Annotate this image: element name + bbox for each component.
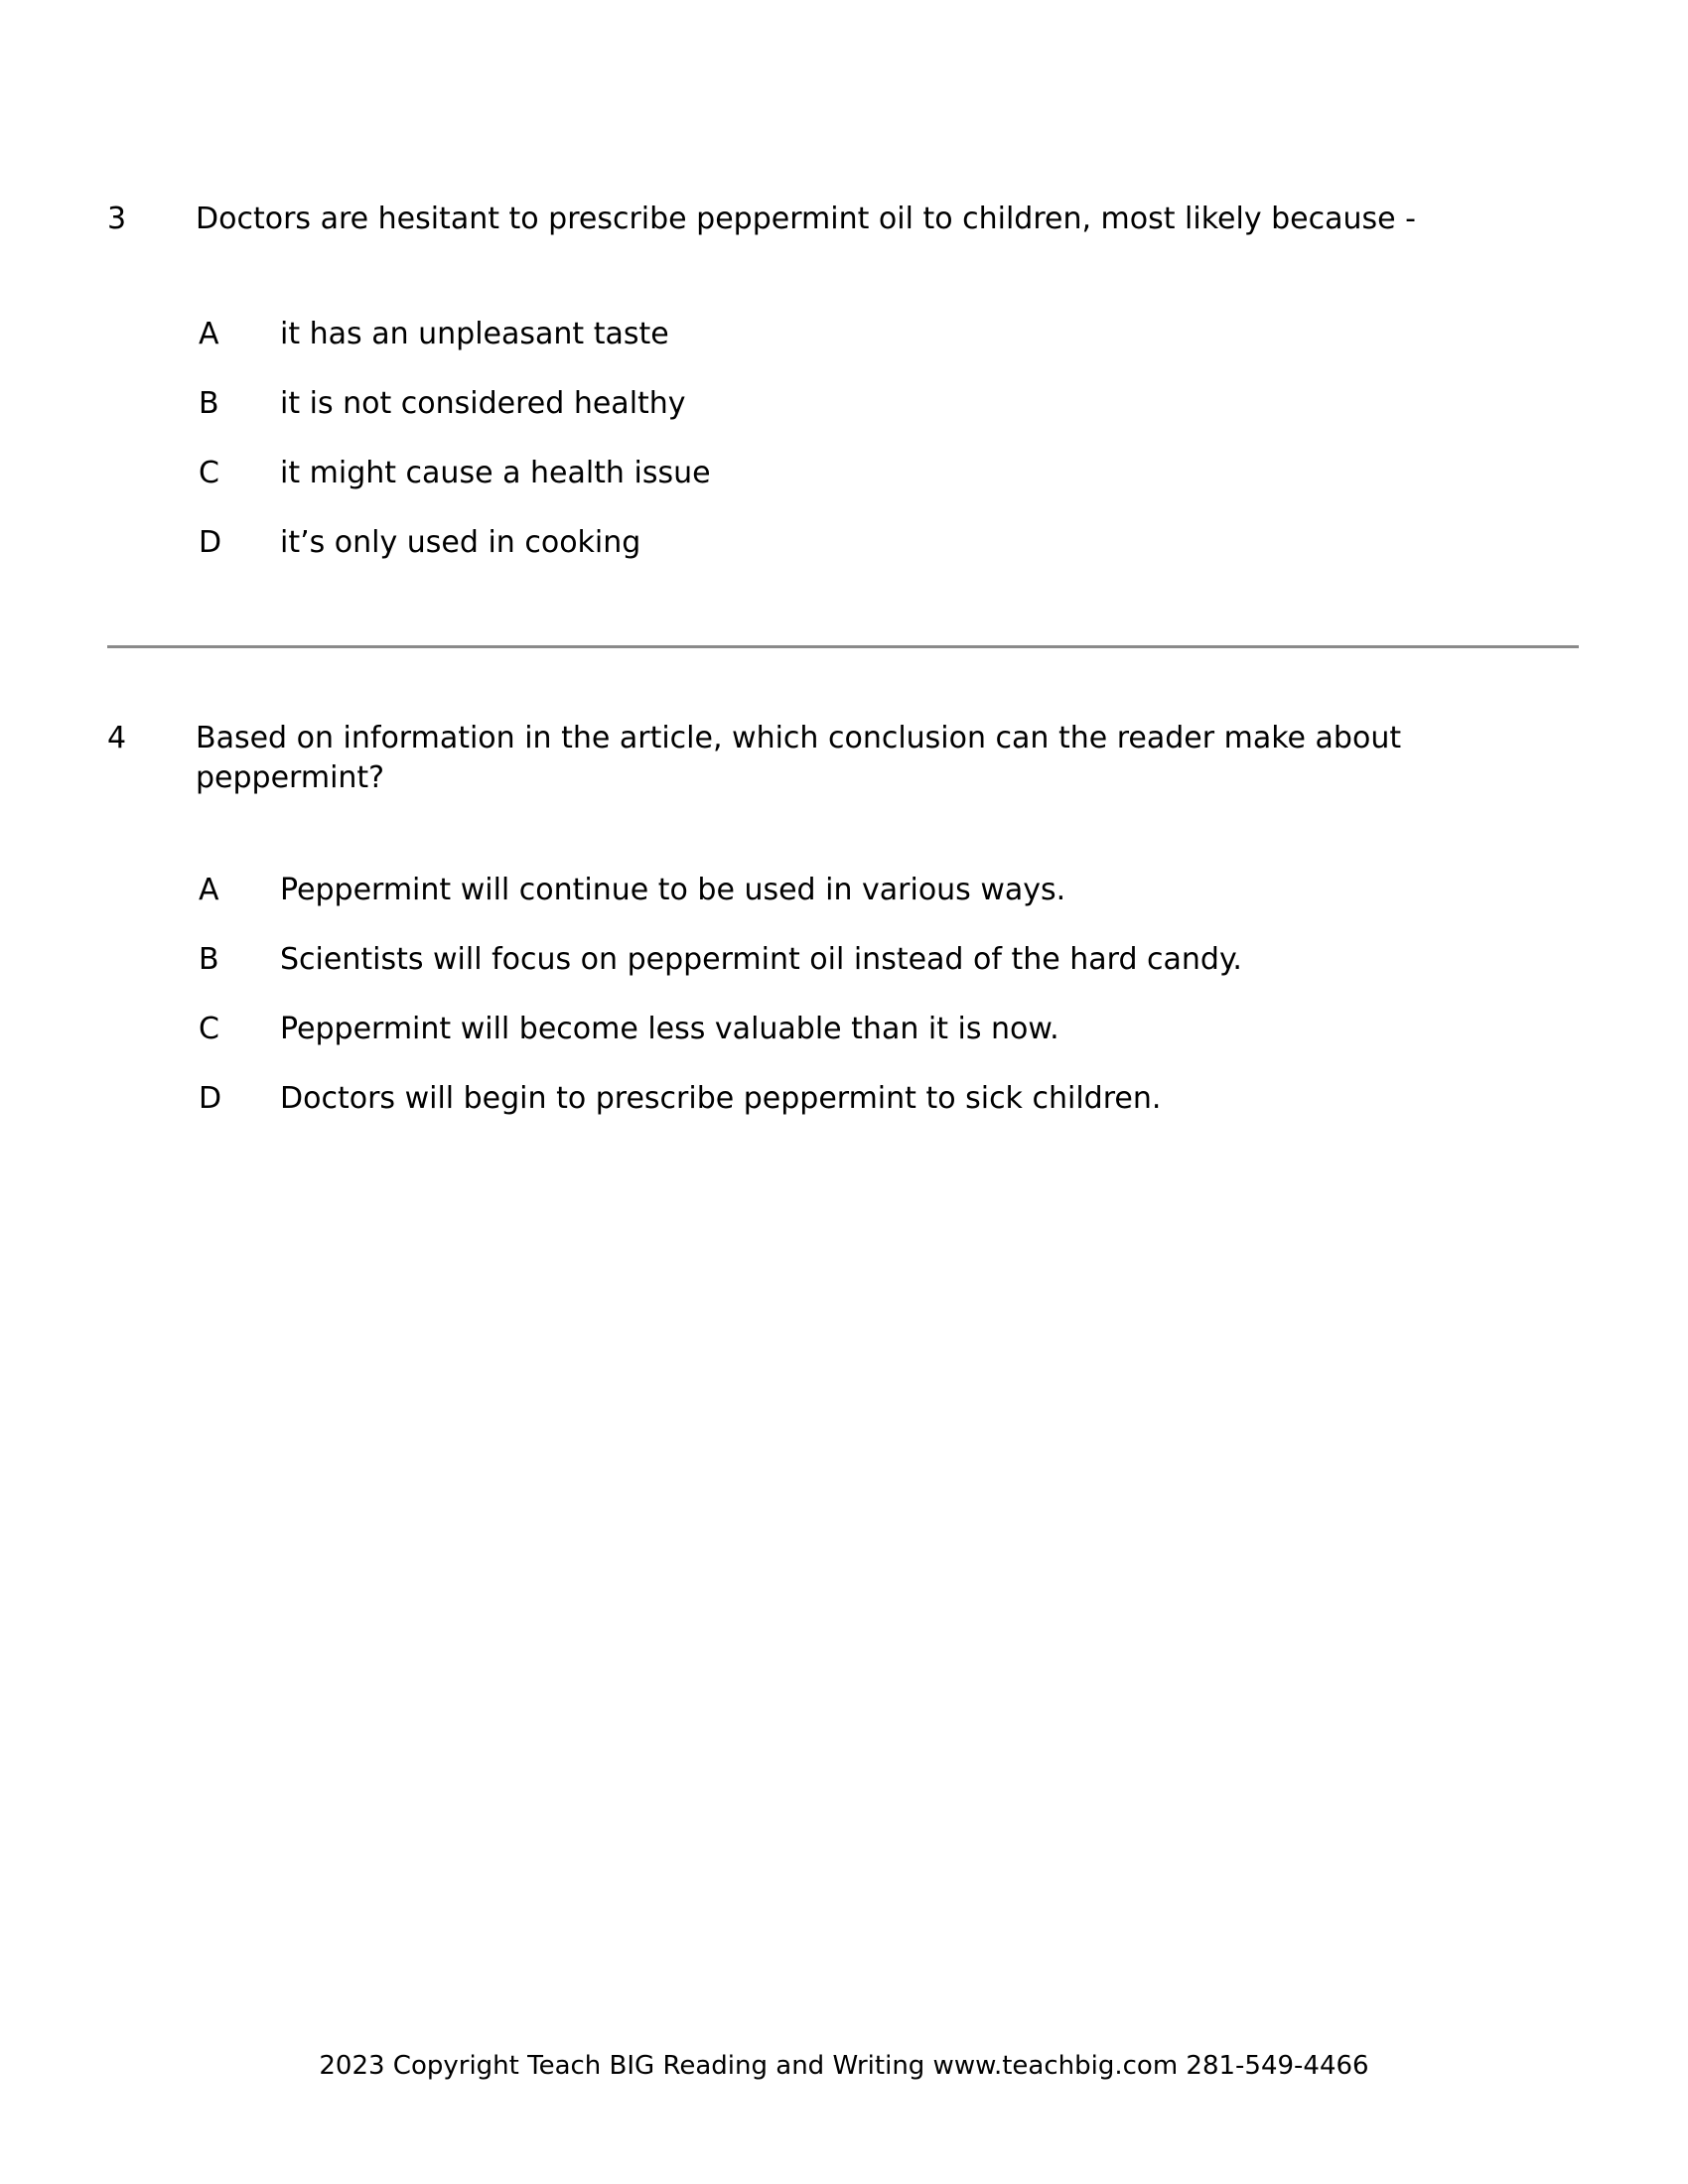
option-text: Peppermint will become less valuable than it is now. [280, 1012, 1059, 1046]
option-text: it might cause a health issue [280, 456, 711, 490]
question-3-option-c [107, 453, 1579, 494]
question-4 [107, 719, 1579, 1148]
option-text: Scientists will focus on peppermint oil instead of the hard candy. [280, 942, 1242, 977]
section-divider [107, 645, 1579, 648]
option-text: it is not considered healthy [280, 386, 686, 421]
question-4-option-a [107, 870, 1579, 911]
option-letter: A [199, 873, 219, 907]
option-letter: C [199, 456, 219, 490]
option-text: it has an unpleasant taste [280, 317, 669, 351]
question-3-option-d [107, 522, 1579, 564]
option-letter: C [199, 1012, 219, 1046]
option-letter: A [199, 317, 219, 351]
question-4-option-b [107, 939, 1579, 981]
question-4-option-c [107, 1009, 1579, 1050]
copyright-footer: 2023 Copyright Teach BIG Reading and Writing www.teachbig.com 281-549-4466 [319, 2051, 1369, 2081]
question-3-text: Doctors are hesitant to prescribe peppermint oil to children, most likely because - [196, 202, 1416, 236]
question-3-option-a [107, 314, 1579, 355]
option-text: Peppermint will continue to be used in various ways. [280, 873, 1066, 907]
question-3-number: 3 [107, 202, 127, 236]
option-text: it’s only used in cooking [280, 525, 641, 560]
question-4-number: 4 [107, 721, 127, 755]
question-3 [107, 199, 1579, 592]
question-3-options [107, 314, 1579, 564]
question-3-option-b [107, 383, 1579, 425]
option-letter: B [199, 942, 219, 977]
question-4-option-d [107, 1078, 1579, 1120]
option-letter: D [199, 1081, 222, 1116]
question-3-header [107, 199, 1579, 240]
question-4-text: Based on information in the article, which conclusion can the reader make about peppermint? [196, 721, 1402, 795]
option-letter: B [199, 386, 219, 421]
option-text: Doctors will begin to prescribe peppermint to sick children. [280, 1081, 1162, 1116]
question-4-options [107, 870, 1579, 1120]
option-letter: D [199, 525, 222, 560]
question-4-header [107, 719, 1579, 798]
